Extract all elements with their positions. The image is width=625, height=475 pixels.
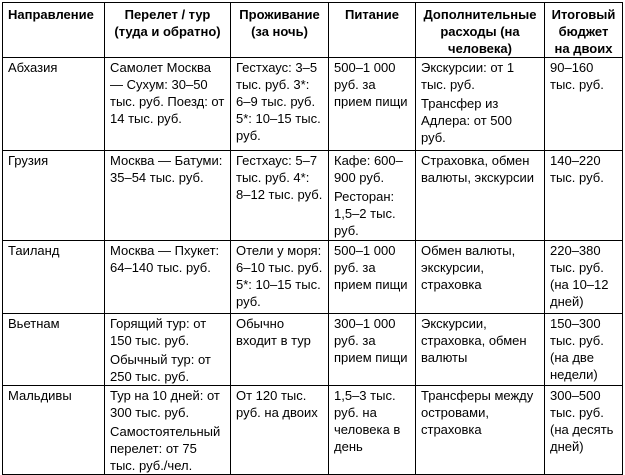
cell-food	[329, 386, 416, 475]
cell-food	[329, 314, 416, 386]
cell-food	[329, 241, 416, 314]
budget-table	[2, 2, 623, 475]
cell-text: Экскурсии, страховка, обмен валюты	[421, 316, 527, 365]
cell-text: Обмен валюты, экскурсии, страховка	[421, 243, 516, 292]
cell-total	[545, 241, 623, 314]
cell-text: Ресторан: 1,5–2 тыс. руб.	[334, 189, 396, 238]
cell-food	[329, 58, 416, 151]
cell-text: Тур на 10 дней: от 300 тыс. руб.	[110, 388, 220, 420]
cell-extra	[416, 386, 545, 475]
cell-text: Обычно входит в тур	[236, 316, 311, 348]
cell-text: Отели у моря: 6–10 тыс. руб. 5*: 10–15 тыс. руб.	[236, 243, 323, 309]
cell-text: Абхазия	[8, 60, 58, 75]
table-row	[3, 58, 623, 151]
cell-text: Самостоятельный перелет: от 75 тыс. руб./чел.	[110, 424, 221, 473]
cell-text: 500–1 000 руб. за прием пищи	[334, 243, 408, 292]
cell-text: Самолет Москва — Сухум: 30–50 тыс. руб. Поезд: от 14 тыс. руб.	[110, 60, 225, 126]
cell-stay	[231, 58, 329, 151]
table-row	[3, 314, 623, 386]
cell-destination	[3, 58, 105, 151]
cell-destination	[3, 241, 105, 314]
cell-flight	[105, 386, 231, 475]
cell-extra	[416, 58, 545, 151]
cell-text: Обычный тур: от 250 тыс. руб.	[110, 352, 211, 384]
cell-extra	[416, 151, 545, 241]
header-extra: Дополнительные расходы (на человека)	[416, 3, 545, 58]
cell-flight	[105, 58, 231, 151]
cell-text: Гестхаус: 5–7 тыс. руб. 4*: 8–12 тыс. руб.	[236, 153, 323, 202]
cell-total	[545, 58, 623, 151]
cell-text: 150–300 тыс. руб. (на две недели)	[550, 316, 604, 382]
cell-text: 220–380 тыс. руб. (на 10–12 дней)	[550, 243, 609, 309]
header-flight: Перелет / тур (туда и обратно)	[105, 3, 231, 58]
cell-text: 90–160 тыс. руб.	[550, 60, 604, 92]
cell-flight	[105, 151, 231, 241]
cell-total	[545, 386, 623, 475]
cell-text: 300–500 тыс. руб. (на десять дней)	[550, 388, 614, 454]
cell-text: Страховка, обмен валюты, экскурсии	[421, 153, 534, 185]
cell-text: Мальдивы	[8, 388, 72, 403]
cell-text: 300–1 000 руб. за прием пищи	[334, 316, 408, 365]
cell-destination	[3, 151, 105, 241]
cell-text: Москва — Пхукет: 64–140 тыс. руб.	[110, 243, 220, 275]
cell-text: Экскурсии: от 1 тыс. руб.	[421, 60, 515, 92]
cell-total	[545, 151, 623, 241]
cell-destination	[3, 314, 105, 386]
cell-text: От 120 тыс. руб. на двоих	[236, 388, 318, 420]
cell-text: Трансфер из Адлера: от 500 руб.	[421, 96, 512, 145]
table-header-row	[3, 3, 623, 58]
table-row	[3, 241, 623, 314]
cell-text: Москва — Батуми: 35–54 тыс. руб.	[110, 153, 223, 185]
cell-text: Таиланд	[8, 243, 60, 258]
cell-text: Грузия	[8, 153, 49, 168]
cell-food	[329, 151, 416, 241]
cell-destination	[3, 386, 105, 475]
cell-text: Вьетнам	[8, 316, 60, 331]
cell-stay	[231, 386, 329, 475]
cell-text: 140–220 тыс. руб.	[550, 153, 604, 185]
cell-flight	[105, 314, 231, 386]
cell-stay	[231, 314, 329, 386]
cell-text: Гестхаус: 3–5 тыс. руб. 3*: 6–9 тыс. руб. 5*: 10–15 тыс. руб.	[236, 60, 321, 143]
cell-extra	[416, 314, 545, 386]
cell-text: 1,5–3 тыс. руб. на человека в день	[334, 388, 401, 454]
header-total: Итоговый бюджет на двоих	[545, 3, 623, 58]
cell-text: Трансферы между островами, страховка	[421, 388, 534, 437]
cell-total	[545, 314, 623, 386]
header-destination: Направление	[3, 3, 105, 58]
cell-stay	[231, 151, 329, 241]
cell-text: 500–1 000 руб. за прием пищи	[334, 60, 408, 109]
cell-text: Горящий тур: от 150 тыс. руб.	[110, 316, 207, 348]
table-row	[3, 386, 623, 475]
cell-text: Кафе: 600–900 руб.	[334, 153, 403, 185]
table-row	[3, 151, 623, 241]
header-food: Питание	[329, 3, 416, 58]
cell-stay	[231, 241, 329, 314]
cell-extra	[416, 241, 545, 314]
header-stay: Проживание (за ночь)	[231, 3, 329, 58]
cell-flight	[105, 241, 231, 314]
